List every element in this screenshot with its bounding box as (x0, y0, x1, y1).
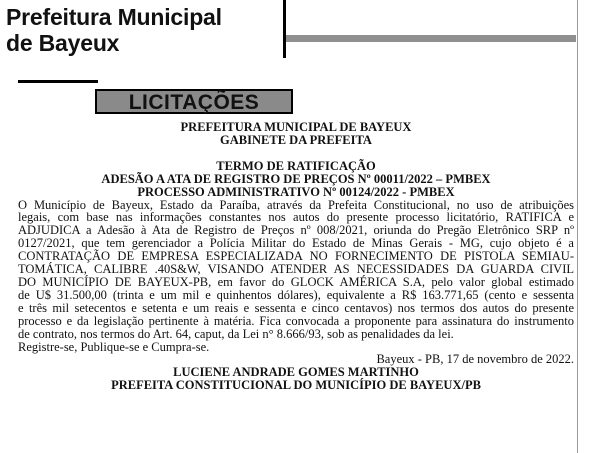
body-line: CONTRATAÇÃO DE EMPRESA ESPECIALIZADA NO FORNECIMENTO DE PISTOLA SEMIAU- (18, 249, 574, 264)
body-line: ADJUDICA a Adesão à Ata de Registro de Preços nº 008/2021, oriunda do Pregão Eletrônico SRP nº (18, 223, 574, 238)
section-title: LICITAÇÕES (95, 89, 293, 114)
masthead-title-line1: Prefeitura Municipal (6, 4, 222, 30)
body-line: e três mil setecentos e setenta e um reais e sessenta e cinco centavos) nos termos dos autos do presente (18, 300, 574, 315)
notice-title: TERMO DE RATIFICAÇÃO (216, 158, 376, 173)
notice-content (18, 121, 574, 392)
column-divider (577, 0, 578, 453)
body-line: O Município de Bayeux, Estado da Paraíba, através da Prefeita Constitucional, no uso de atribuições (18, 197, 574, 212)
signature-date: Bayeux - PB, 17 de novembro de 2022. (376, 352, 574, 367)
header-organization: PREFEITURA MUNICIPAL DE BAYEUX (180, 120, 412, 134)
body-line: de U$ 31.500,00 (trinta e um mil e quinhentos dólares), equivalente a R$ 163.771,65 (cento e sessenta (18, 287, 574, 302)
body-line: TOMÁTICA, CALIBRE .40S&W, VISANDO ATENDER AS NECESSIDADES DA GUARDA CIVIL (18, 262, 574, 277)
header-office: GABINETE DA PREFEITA (220, 132, 372, 147)
notice-subtitle: ADESÃO A ATA DE REGISTRO DE PREÇOS Nº 00011/2022 – PMBEX (101, 171, 491, 186)
section-top-rule (18, 80, 98, 83)
body-line: 0127/2021, que tem gerenciador a Polícia Militar do Estado de Minas Gerais - MG, cujo objeto é a (18, 236, 574, 251)
notice-body (18, 199, 574, 341)
spacer (18, 147, 574, 160)
body-line: processo e da legislação pertinente à matéria. Fica convocada a proponente para assinatura do instrumento (18, 313, 574, 328)
masthead-title-line2: de Bayeux (6, 30, 120, 56)
masthead-gray-rule (286, 35, 576, 42)
signatory-name: LUCIENE ANDRADE GOMES MARTINHO (173, 365, 419, 380)
body-line: legais, com base nas informações constantes nos autos do presente processo licitatório, RATIFICA e (18, 210, 574, 225)
body-line: DO MUNICÍPIO DE BAYEUX-PB, em favor do GLOCK AMÉRICA S.A, pelo valor global estimado (18, 274, 574, 289)
closing-formula: Registre-se, Publique-se e Cumpra-se. (18, 339, 210, 354)
signatory-title: PREFEITA CONSTITUCIONAL DO MUNICÍPIO DE BAYEUX/PB (111, 378, 481, 393)
notice-process-number: PROCESSO ADMINISTRATIVO Nº 00124/2022 - PMBEX (137, 184, 455, 199)
masthead (0, 0, 286, 58)
body-line: de contrato, nos termos do Art. 64, caput, da Lei n° 8.666/93, sob as penalidades da lei. (18, 326, 454, 341)
